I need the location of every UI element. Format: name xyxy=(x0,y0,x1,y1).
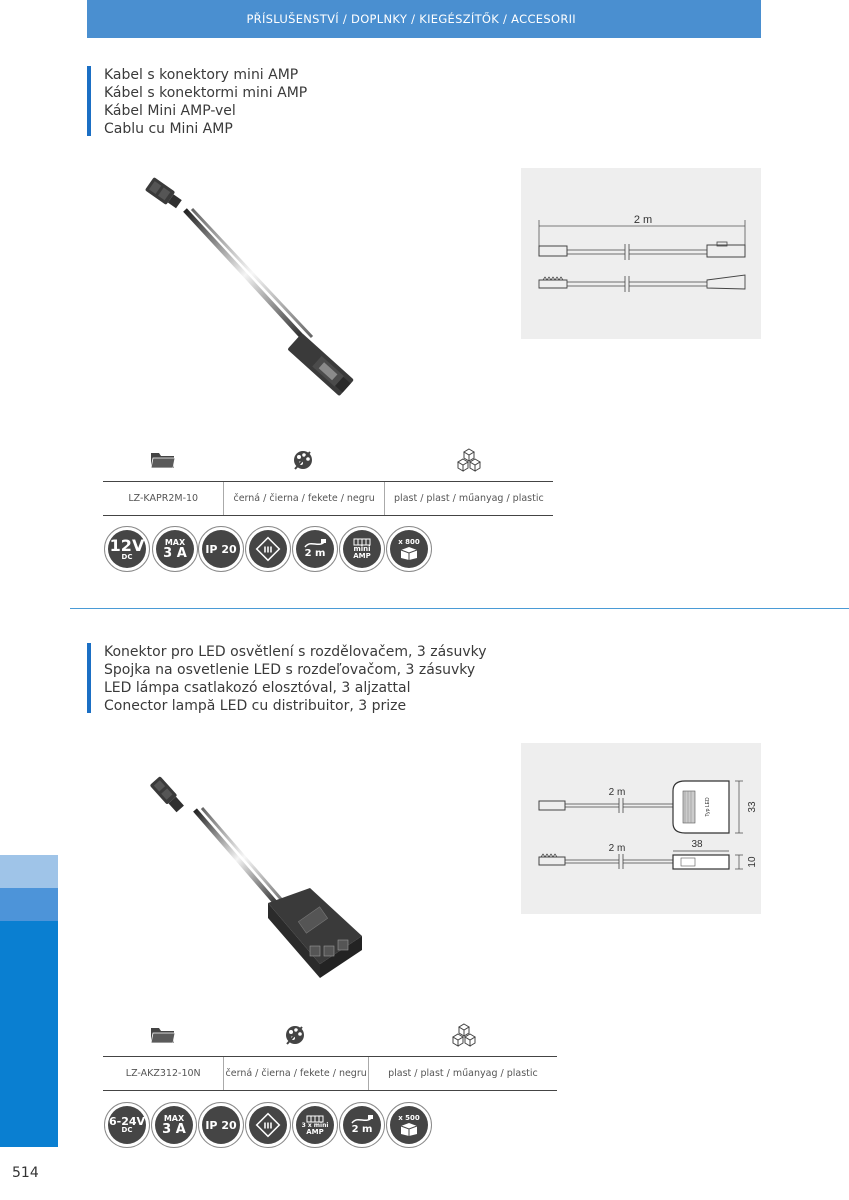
product-title-block xyxy=(104,643,487,715)
class-iii-badge xyxy=(245,1102,291,1148)
pack-quantity-badge: x 500 xyxy=(386,1102,432,1148)
page-number: 514 xyxy=(12,1165,39,1181)
svg-text:III: III xyxy=(263,1121,273,1131)
spec-table-row xyxy=(103,481,553,516)
ip-badge: IP 20 xyxy=(198,1102,244,1148)
svg-text:Typ LED: Typ LED xyxy=(705,797,711,817)
product-photo xyxy=(140,165,390,415)
mini-amp-badge: mini AMP xyxy=(339,526,385,572)
product-title-ro: Cablu cu Mini AMP xyxy=(104,121,233,137)
header-title: PŘÍSLUŠENSTVÍ / DOPLNKY / KIEGÉSZÍTŐK / ACCESORII xyxy=(246,12,576,26)
voltage-badge: 12V DC xyxy=(104,526,150,572)
cable-length-badge: 2 m xyxy=(339,1102,385,1148)
palette-icon xyxy=(284,1024,306,1046)
side-tab-dark xyxy=(0,921,58,1147)
diamond-iii-icon xyxy=(253,1110,283,1140)
box-icon xyxy=(399,1122,419,1136)
folder-icon xyxy=(150,1025,176,1045)
folder-icon xyxy=(150,450,176,470)
section-divider xyxy=(70,608,849,609)
max-current-badge: MAX 3 A xyxy=(151,1102,197,1148)
side-tab-light xyxy=(0,855,58,888)
diamond-iii-icon xyxy=(253,534,283,564)
cable-length-badge: 2 m xyxy=(292,526,338,572)
pack-quantity-badge: x 800 xyxy=(386,526,432,572)
dim-depth: 10 xyxy=(747,856,758,868)
side-tab-mid xyxy=(0,888,58,921)
voltage-badge: 6-24V DC xyxy=(104,1102,150,1148)
product-title-sk: Spojka na osvetlenie LED s rozdeľovačom, 3 zásuvky xyxy=(104,662,476,678)
product-color: černá / čierna / fekete / negru xyxy=(223,1057,367,1090)
product-material: plast / plast / műanyag / plastic xyxy=(384,482,553,515)
ip-badge: IP 20 xyxy=(198,526,244,572)
product-material: plast / plast / műanyag / plastic xyxy=(368,1057,557,1090)
box-icon xyxy=(399,546,419,560)
max-current-badge: MAX 3 A xyxy=(152,526,198,572)
class-iii-badge xyxy=(245,526,291,572)
technical-drawing xyxy=(521,168,761,339)
cubes-icon xyxy=(451,1023,477,1047)
dim-width: 38 xyxy=(691,839,703,850)
drawing-length-bottom: 2 m xyxy=(608,843,626,854)
product-title-hu: Kábel Mini AMP-vel xyxy=(104,103,236,119)
mini-amp-badge: 3 x mini AMP xyxy=(292,1102,338,1148)
spec-table-row xyxy=(103,1056,557,1091)
title-accent-bar xyxy=(87,66,91,136)
palette-icon xyxy=(292,449,314,471)
product-title-cz: Konektor pro LED osvětlení s rozdělovačem, 3 zásuvky xyxy=(104,644,487,660)
cubes-icon xyxy=(456,448,482,472)
technical-drawing xyxy=(521,743,761,914)
product-code: LZ-AKZ312-10N xyxy=(125,1068,201,1079)
drawing-length-label: 2 m xyxy=(633,214,653,226)
product-title-cz: Kabel s konektory mini AMP xyxy=(104,67,299,83)
svg-text:III: III xyxy=(263,545,273,555)
product-title-hu: LED lámpa csatlakozó elosztóval, 3 aljzattal xyxy=(104,680,411,696)
dim-height: 33 xyxy=(747,801,758,813)
product-photo xyxy=(150,768,370,988)
product-code: LZ-KAPR2M-10 xyxy=(128,493,199,504)
product-title-ro: Conector lampă LED cu distribuitor, 3 prize xyxy=(104,698,407,714)
product-color: černá / čierna / fekete / negru xyxy=(223,482,383,515)
product-title-block xyxy=(104,66,307,138)
drawing-length-top: 2 m xyxy=(608,787,626,798)
header-bar xyxy=(87,0,761,38)
title-accent-bar xyxy=(87,643,91,713)
product-title-sk: Kábel s konektormi mini AMP xyxy=(104,85,308,101)
